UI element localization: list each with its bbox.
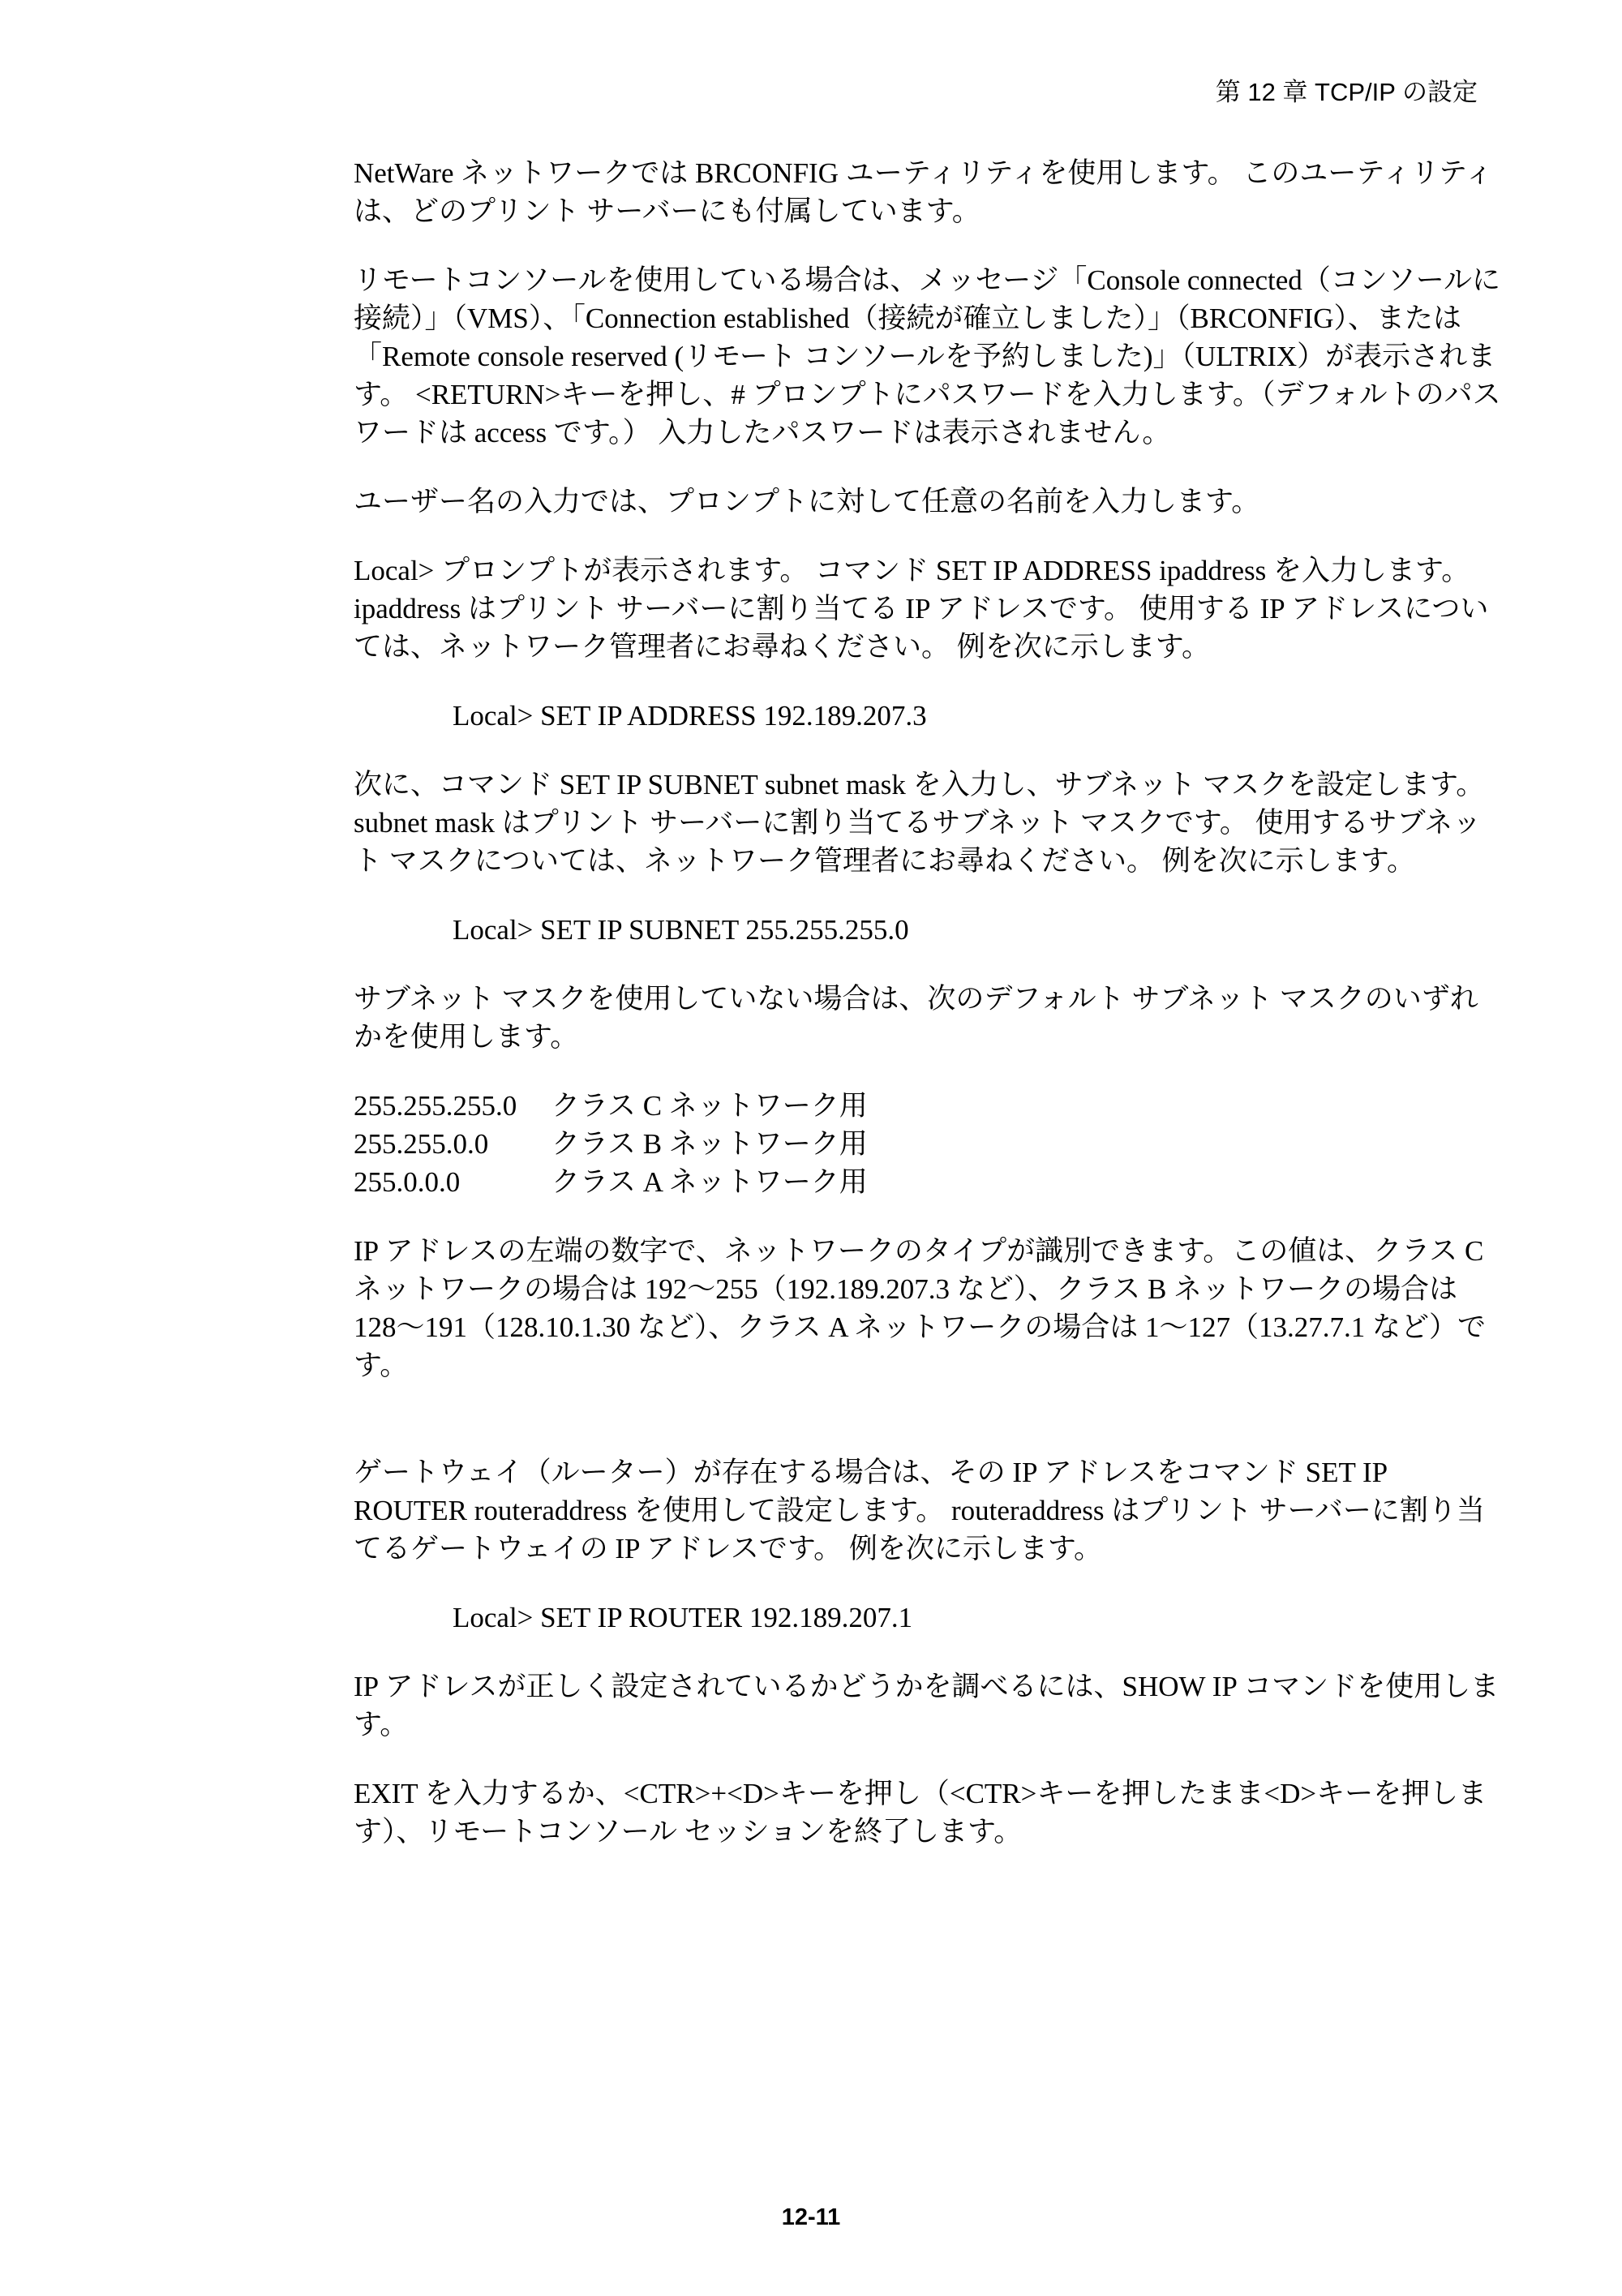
chapter-header: 第 12 章 TCP/IP の設定: [1215, 78, 1478, 106]
page-number: 12-11: [781, 2204, 841, 2230]
paragraph-set-ip-address: Local> プロンプトが表示されます。 コマンド SET IP ADDRESS ipaddress を入力します。 ipaddress はプリント サーバーに割り当てる IP アドレスです。 使用する IP アドレスについては、ネットワーク管理者にお尋ねください。 例を次に示します。: [354, 555, 1489, 663]
subnet-mask-value: 255.255.255.0: [354, 1090, 517, 1122]
command-example-router: Local> SET IP ROUTER 192.189.207.1: [453, 1602, 913, 1633]
paragraph-username: ユーザー名の入力では、プロンプトに対して任意の名前を入力します。: [354, 486, 1260, 517]
table-row: [354, 1087, 868, 1125]
subnet-mask-description: クラス A ネットワーク用: [551, 1166, 868, 1198]
subnet-mask-value: 255.255.0.0: [354, 1128, 489, 1160]
paragraph-network-class: IP アドレスの左端の数字で、ネットワークのタイプが識別できます。この値は、クラス C ネットワークの場合は 192～255（192.189.207.3 など）、クラス B ネットワークの場合は 128～191（128.10.1.30 など）、クラス A ネットワークの場合は 1～127（13.27.7.1 など）です。: [354, 1235, 1487, 1381]
subnet-mask-description: クラス C ネットワーク用: [551, 1090, 868, 1122]
subnet-mask-value: 255.0.0.0: [354, 1166, 461, 1198]
table-row: [354, 1163, 868, 1201]
subnet-mask-table: [354, 1087, 868, 1201]
paragraph-exit-session: EXIT を入力するか、<CTR>+<D>キーを押し（<CTR>キーを押したまま<D>キーを押します）、リモートコンソール セッションを終了します。: [354, 1778, 1487, 1848]
command-example-ip-address: Local> SET IP ADDRESS 192.189.207.3: [453, 700, 927, 732]
document-body: [354, 154, 1505, 1882]
paragraph-show-ip: IP アドレスが正しく設定されているかどうかを調べるには、SHOW IP コマンドを使用します。: [354, 1671, 1500, 1740]
paragraph-set-subnet: 次に、コマンド SET IP SUBNET subnet mask を入力し、サブネット マスクを設定します。subnet mask はプリント サーバーに割り当てるサブネット マスクです。 使用するサブネット マスクについては、ネットワーク管理者にお尋ねください。 例を次に示します。: [354, 769, 1485, 877]
table-row: [354, 1125, 868, 1163]
paragraph-set-router: ゲートウェイ（ルーター）が存在する場合は、その IP アドレスをコマンド SET IP ROUTER routeraddress を使用して設定します。 routeraddress はプリント サーバーに割り当てるゲートウェイの IP アドレスです。 例を次に示します。: [354, 1457, 1485, 1564]
paragraph-remote-console: リモートコンソールを使用している場合は、メッセージ「Console connected（コンソールに接続）」（VMS）、「Connection established（接続が確立しました）」（BRCONFIG）、または「Remote console reserved (リモート コンソールを予約しました)」（ULTRIX）が表示されます。 <RETURN>キーを押し、# プロンプトにパスワードを入力します。（デフォルトのパスワードは access です。） 入力したパスワードは表示されません。: [354, 264, 1501, 448]
paragraph-netware: NetWare ネットワークでは BRCONFIG ユーティリティを使用します。 このユーティリティは、どのプリント サーバーにも付属しています。: [354, 157, 1494, 227]
paragraph-default-subnet: サブネット マスクを使用していない場合は、次のデフォルト サブネット マスクのいずれかを使用します。: [354, 983, 1478, 1053]
subnet-mask-description: クラス B ネットワーク用: [551, 1128, 868, 1160]
command-example-subnet: Local> SET IP SUBNET 255.255.255.0: [453, 914, 909, 946]
